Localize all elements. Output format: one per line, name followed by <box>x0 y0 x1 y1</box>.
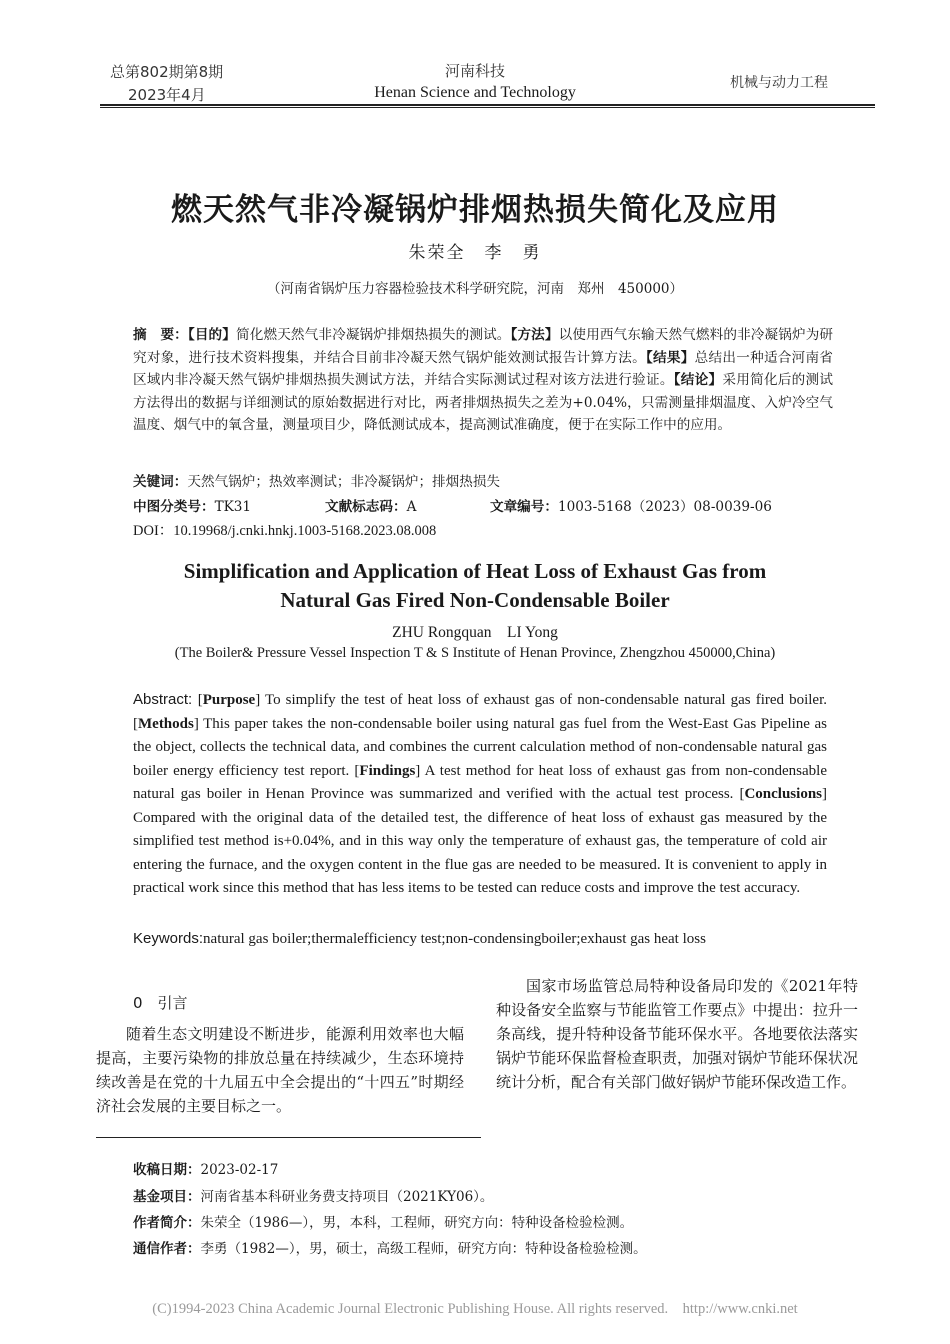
clc-number <box>133 495 251 515</box>
issue-number: 总第802期第8期 <box>110 63 224 81</box>
conclusions-text: 采用简化后的测试方法得出的数据与详细测试的原始数据进行对比，两者排烟热损失之差为+0.04%，只需测量排烟温度、入炉冷空气温度、烟气中的氧含量，测量项目少，降低测试成本，提高测试准确度，便于在实际工作中的应用。 <box>133 372 834 433</box>
abstract-en: Abstract: [Purpose] To simplify the test of heat loss of exhaust gas of non-condensable natural gas fired boiler. [Methods] This paper takes the non-condensable boiler using natural gas fuel from the West-East Gas Pipeline as the object, collects the technical data, and combines the current calculation method of non-condensable natural gas boiler energy efficiency test report. [Findings] A test method for heat loss of exhaust gas from non-condensable natural gas boiler in Henan Province was summarized and verified with the actual test process. [Conclusions] Compared with the original data of the detailed test, the difference of heat loss of exhaust gas measured by the simplified test method is+0.04%, and in this way only the temperature of exhaust gas, the temperature of cold air entering the furnace, and the oxygen content in the flue gas are needed to be measured. It is convenient to apply in practical work since this method that has less items to be tested can reduce costs and improve the test accuracy. <box>133 691 828 896</box>
author-bio-value: 朱荣全（1986—），男，本科，工程师，研究方向：特种设备检验检测。 <box>200 1215 634 1231</box>
purpose-en-text: To simplify the test of heat loss of exhaust gas of non-condensable natural gas fired boiler. <box>260 692 828 708</box>
received-date <box>133 1158 278 1178</box>
doi <box>133 519 436 540</box>
findings-label: 【结果】 <box>645 349 695 366</box>
purpose-en-label: Purpose <box>202 692 256 708</box>
findings-text: 总结出一种适合河南省区域内非冷凝天然气锅炉排烟热损失测试方法，并结合实际测试过程对该方法进行验证。 <box>133 349 833 388</box>
methods-en-text: This paper takes the non-condensable boiler using natural gas fuel from the West-East Gas Pipeline as the object, collects the technical data, and combines the current calculation method of non-condensable natural gas boiler energy efficiency test report. <box>133 715 827 779</box>
article-number <box>490 495 772 515</box>
findings-en-label: Findings <box>359 762 416 779</box>
copyright-notice: (C)1994-2023 China Academic Journal Electronic Publishing House. All rights reserved. http://www.cnki.net <box>152 1301 798 1317</box>
authors-cn: 朱荣全 李 勇 <box>408 243 542 263</box>
journal-name-cn: 河南科技 <box>444 62 505 80</box>
abstract-label: 摘 要： <box>133 327 188 343</box>
author-bio-label: 作者简介： <box>133 1215 201 1231</box>
article-value: 1003-5168（2023）08-0039-06 <box>557 499 772 515</box>
footnote-rule <box>96 1137 481 1138</box>
fund-project <box>133 1185 493 1205</box>
title-en-line1: Simplification and Application of Heat Loss of Exhaust Gas from <box>183 559 767 583</box>
article-label: 文章编号： <box>490 499 558 515</box>
abstract-cn <box>133 324 833 437</box>
keywords-label: 关键词： <box>133 474 188 490</box>
doi-label: DOI： <box>133 523 174 539</box>
keywords-value: 天然气锅炉；热效率测试；非冷凝锅炉；排烟热损失 <box>187 474 501 490</box>
corresponding-author <box>133 1237 647 1257</box>
keywords-cn <box>133 470 500 490</box>
issue-date: 2023年4月 <box>128 86 206 104</box>
affiliation-cn: （河南省锅炉压力容器检验技术科学研究院，河南 郑州 450000） <box>266 281 684 297</box>
findings-en-text: A test method for heat loss of exhaust gas from non-condensable natural gas boiler in Henan Province was summarized and verified with the actual test process. <box>133 762 827 802</box>
received-label: 收稿日期： <box>133 1162 201 1178</box>
document-code <box>325 495 416 515</box>
header-rule <box>100 104 875 106</box>
paper-title-en <box>0 557 950 615</box>
affiliation-en: (The Boiler& Pressure Vessel Inspection T & S Institute of Henan Province, Zhengzhou 450000,China) <box>174 645 776 661</box>
section-heading-intro: 0 引言 <box>133 994 188 1012</box>
conclusions-en-label: Conclusions <box>744 786 822 802</box>
clc-label: 中图分类号： <box>133 499 215 515</box>
received-value: 2023-02-17 <box>200 1162 279 1178</box>
methods-label: 【方法】 <box>510 327 559 343</box>
header-rule-thin <box>100 107 875 108</box>
clc-value: TK31 <box>214 499 252 515</box>
keywords-en <box>133 930 706 948</box>
methods-text: 以使用西气东输天然气燃料的非冷凝锅炉为研究对象，进行技术资料搜集，并结合目前非冷凝天然气锅炉能效测试报告计算方法。 <box>133 327 834 366</box>
intro-paragraph-2: 国家市场监管总局特种设备局印发的《2021年特种设备安全监察与节能监管工作要点》中提出：拉升一条高线，提升特种设备节能环保水平。各地要依法落实锅炉节能环保监督检查职责，加强对锅炉节能环保状况统计分析，配合有关部门做好锅炉节能环保改造工作。 <box>496 977 858 1091</box>
doc-label: 文献标志码： <box>325 499 407 515</box>
title-en-line2: Natural Gas Fired Non-Condensable Boiler <box>280 588 670 612</box>
abstract-en-label: Abstract: <box>133 691 198 708</box>
doc-value: A <box>406 499 417 515</box>
fund-label: 基金项目： <box>133 1189 201 1205</box>
methods-en-label: Methods <box>138 715 194 732</box>
purpose-text: 简化燃天然气非冷凝锅炉排烟热损失的测试。 <box>236 327 511 343</box>
authors-en: ZHU Rongquan LI Yong <box>392 624 558 641</box>
keywords-en-value: natural gas boiler;thermalefficiency test;non-condensingboiler;exhaust gas heat loss <box>203 931 706 947</box>
paper-title: 燃天然气非冷凝锅炉排烟热损失简化及应用 <box>171 192 779 228</box>
conclusions-en-text: Compared with the original data of the detailed test, the difference of heat loss of exhaust gas measured by the simplified test method is+0.04%, and in this way only the temperature of exhaust gas, the temperature of cold air entering the furnace, and the oxygen content in the flue gas are needed to be measured. It is convenient to apply in practical work since this method that has less items to be tested can reduce costs and improve the test accuracy. <box>133 809 827 896</box>
conclusions-label: 【结论】 <box>673 372 723 388</box>
corr-label: 通信作者： <box>133 1241 201 1257</box>
fund-value: 河南省基本科研业务费支持项目（2021KY06）。 <box>200 1189 494 1205</box>
doi-value[interactable]: 10.19968/j.cnki.hnkj.1003-5168.2023.08.008 <box>173 523 437 539</box>
journal-name-en: Henan Science and Technology <box>374 84 576 101</box>
purpose-label: 【目的】 <box>187 327 237 343</box>
author-bio <box>133 1211 633 1231</box>
section-name: 机械与动力工程 <box>730 75 828 91</box>
intro-paragraph-1: 随着生态文明建设不断进步，能源利用效率也大幅提高，主要污染物的排放总量在持续减少，生态环境持续改善是在党的十九届五中全会提出的“十四五”时期经济社会发展的主要目标之一。 <box>96 1025 464 1115</box>
keywords-en-label: Keywords: <box>133 930 204 947</box>
corr-value: 李勇（1982—），男，硕士，高级工程师，研究方向：特种设备检验检测。 <box>200 1241 647 1257</box>
